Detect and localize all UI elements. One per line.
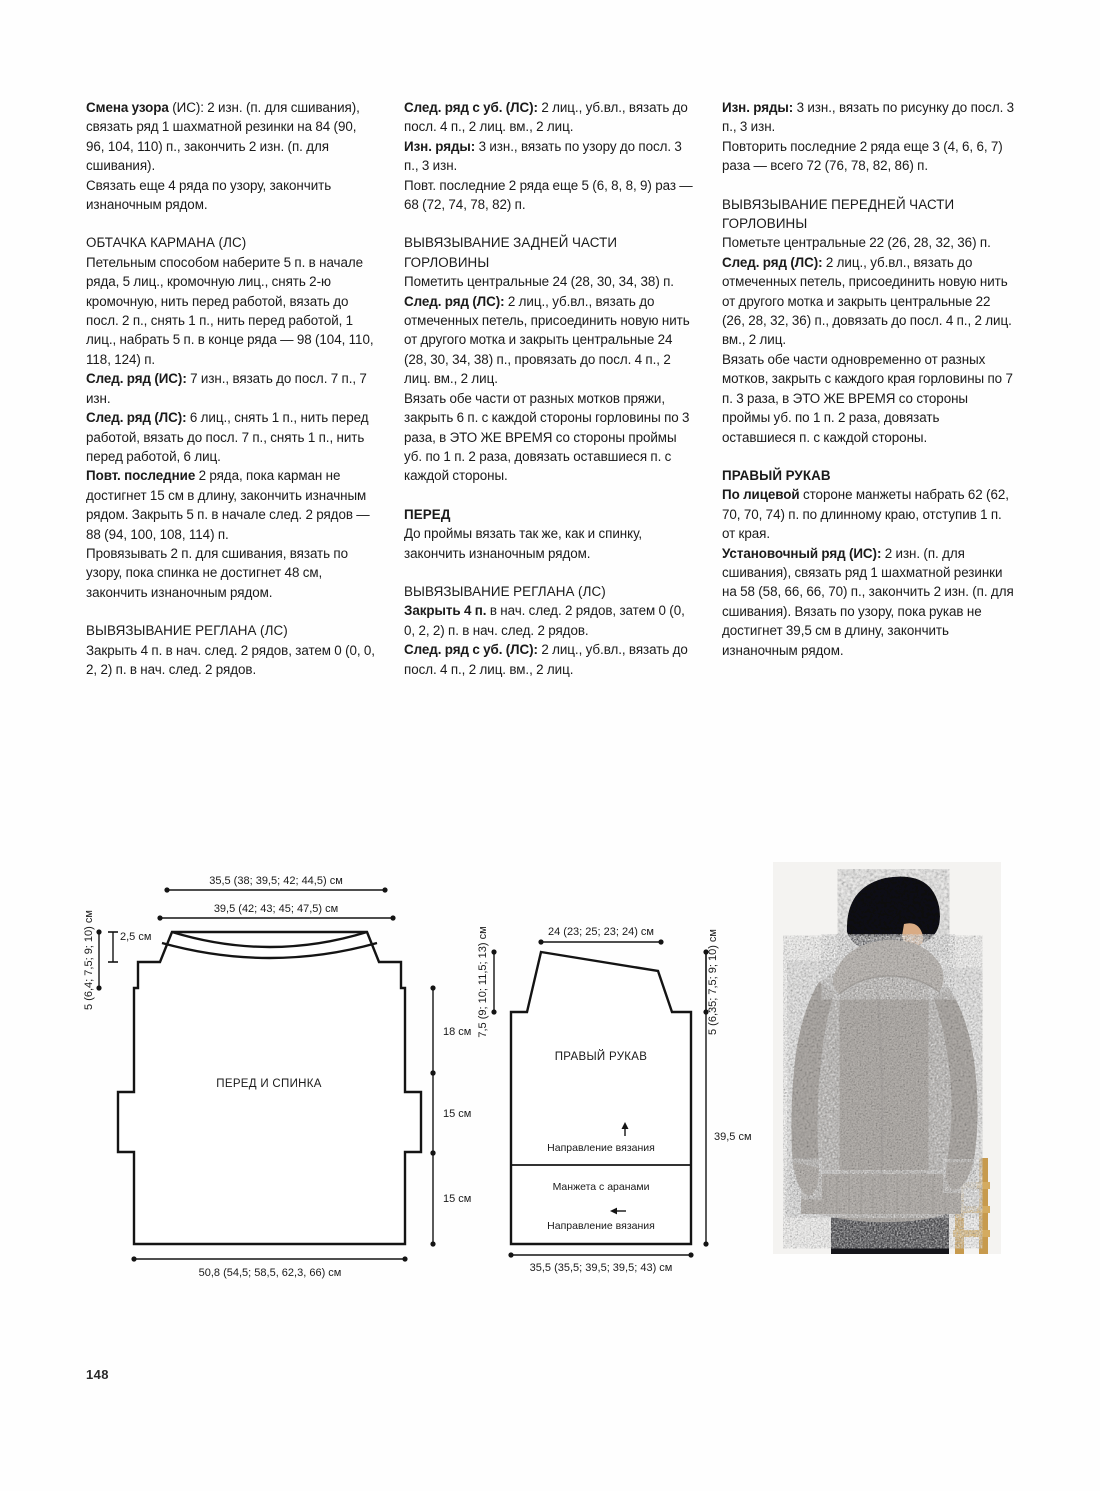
paragraph (404, 524, 696, 563)
paragraph-body: Пометьте центральные 22 (26, 28, 32, 36) п. (722, 235, 991, 251)
body-dim-top-inner (157, 903, 395, 921)
paragraph-body: До проймы вязать так же, как и спинку, закончить изнаночным рядом. (404, 526, 643, 561)
paragraph-body: Повт. последние 2 ряда еще 5 (6, 8, 8, 9) раз — 68 (72, 74, 78, 82) п. (404, 177, 693, 213)
paragraph-body: (ИС): 2 изн. (п. для сшивания), связать ряд 1 шахматной резинки на 84 (90, 96, 104, 110) п., закончить 2 изн. (п. для сшивания). (86, 100, 360, 174)
block-spacer (404, 486, 696, 505)
paragraph (86, 98, 378, 176)
garment-photo (773, 862, 1001, 1254)
paragraph-lead: След. ряд (ЛС): (722, 254, 823, 270)
paragraph (404, 601, 696, 640)
body-dim-right-15-lower (430, 1150, 471, 1246)
section-heading: ОБТАЧКА КАРМАНА (ЛС) (86, 235, 247, 251)
paragraph-body: 6 лиц., снять 1 п., нить перед работой, вязать до посл. 7 п., снять 1 п., нить перед работой, 6 лиц. (86, 410, 369, 464)
paragraph-lead: Изн. ряды: (722, 100, 794, 115)
body-dim-right-15-lower-label: 15 см (443, 1193, 472, 1205)
sleeve-schematic (477, 926, 752, 1274)
sleeve-piece-label: ПРАВЫЙ РУКАВ (554, 1051, 648, 1063)
body-dim-left-small-label: 2,5 см (120, 931, 152, 943)
paragraph-lead: След. ряд (ЛС): (86, 410, 187, 426)
text-column-2 (404, 98, 696, 679)
body-dim-right-18 (430, 985, 471, 1075)
paragraph (86, 641, 378, 680)
body-dim-top-outer (164, 875, 387, 893)
body-dim-left-tall-label: 5 (6,4; 7,5; 9; 10) см (83, 910, 95, 1010)
paragraph-body: 3 изн., вязать по узору до посл. 3 п., 3 изн. (404, 138, 682, 174)
sleeve-cuff-label: Манжета с аранами (552, 1181, 650, 1193)
text-column-1 (86, 98, 378, 679)
paragraph-lead: Установочный ряд (ИС): (722, 545, 882, 561)
paragraph (86, 466, 378, 544)
body-dim-bottom (131, 1256, 407, 1279)
paragraph-lead: След. ряд (ЛС): (404, 293, 505, 309)
paragraph-lead: След. ряд (ИС): (86, 371, 187, 387)
body-piece-label: ПЕРЕД И СПИНКА (216, 1078, 322, 1090)
paragraph (404, 292, 696, 389)
paragraph-lead: Изн. ряды: (404, 138, 476, 154)
block-spacer (86, 214, 378, 233)
block-spacer (722, 447, 1016, 466)
paragraph-lead: Повт. последние (86, 468, 196, 484)
paragraph-lead: След. ряд с уб. (ЛС): (404, 100, 538, 115)
sleeve-dim-bottom-label: 35,5 (35,5; 39,5; 39,5; 43) см (529, 1262, 673, 1274)
paragraph (722, 544, 1016, 660)
section-heading: ВЫВЯЗЫВАНИЕ ПЕРЕДНЕЙ ЧАСТИ ГОРЛОВИНЫ (722, 196, 955, 232)
paragraph (86, 253, 378, 369)
body-dim-right-15-upper (430, 1070, 471, 1155)
sleeve-dim-left-tall-label: 7,5 (9; 10; 11,5; 13) см (477, 926, 489, 1038)
body-dim-left-small (108, 931, 151, 962)
body-dim-left-tall (83, 910, 102, 1010)
paragraph (86, 176, 378, 215)
paragraph-body: 7 изн., вязать до посл. 7 п., 7 изн. (86, 371, 367, 406)
sleeve-dim-bottom (508, 1252, 693, 1274)
section-heading: ВЫВЯЗЫВАНИЕ РЕГЛАНА (ЛС) (404, 583, 606, 599)
sleeve-dim-right-small-label: 5 (6,35; 7,5; 9; 10) см (707, 928, 719, 1036)
body-dim-top-outer-label: 35,5 (38; 39,5; 42; 44,5) см (209, 875, 343, 887)
block-spacer (404, 214, 696, 233)
paragraph (722, 350, 1016, 447)
paragraph-body: 2 ряда, пока карман не достигнет 15 см в длину, закончить изначным рядом. Закрыть 5 п. в начале след. 2 рядов — 88 (94, 100, 108, 114) п. (86, 468, 370, 542)
body-dim-bottom-label: 50,8 (54,5; 58,5, 62,3, 66) см (198, 1267, 342, 1279)
block-spacer (86, 602, 378, 621)
paragraph (404, 137, 696, 176)
sleeve-dim-top-label: 24 (23; 25; 23; 24) см (547, 926, 655, 938)
section-heading: ВЫВЯЗЫВАНИЕ РЕГЛАНА (ЛС) (86, 623, 288, 639)
photo-content (773, 862, 1001, 1258)
body-dim-right-15-upper-label: 15 см (443, 1108, 472, 1120)
section-heading: ПЕРЕД (404, 506, 451, 522)
body-dim-top-inner-label: 39,5 (42; 43; 45; 47,5) см (213, 903, 339, 915)
paragraph-body: Закрыть 4 п. в нач. след. 2 рядов, затем 0 (0, 0, 2, 2) п. в нач. след. 2 рядов. (86, 642, 375, 677)
paragraph-body: Связать еще 4 ряда по узору, закончить изнаночным рядом. (86, 177, 332, 213)
paragraph (722, 253, 1016, 350)
paragraph (404, 272, 696, 291)
sleeve-dim-right-tall-label: 39,5 см (714, 1131, 752, 1143)
paragraph-body: Повторить последние 2 ряда еще 3 (4, 6, 6, 7) раза — всего 72 (76, 78, 82, 86) п. (722, 138, 1003, 174)
section-heading: ВЫВЯЗЫВАНИЕ ЗАДНЕЙ ЧАСТИ ГОРЛОВИНЫ (404, 235, 618, 270)
paragraph (86, 408, 378, 466)
body-dim-right-18-label: 18 см (443, 1026, 472, 1038)
paragraph-lead: Закрыть 4 п. (404, 603, 487, 619)
paragraph (404, 98, 696, 137)
paragraph (86, 544, 378, 602)
text-column-3 (722, 98, 1016, 679)
paragraph (722, 137, 1016, 176)
block-spacer (722, 176, 1016, 195)
sleeve-direction-lower-label: Направление вязания (547, 1220, 655, 1232)
paragraph-body: 3 изн., вязать по рисунку до посл. 3 п., 3 изн. (722, 100, 1015, 135)
paragraph-lead: По лицевой (722, 487, 800, 503)
body-schematic (83, 875, 471, 1279)
paragraph (722, 98, 1016, 137)
paragraph (86, 369, 378, 408)
text-columns (86, 98, 1016, 679)
paragraph-body: 2 лиц., уб.вл., вязать до отмеченных петель, присоединить новую нить от другого мотка и закрыть центральные 24 (28, 30, 34, 38) п., провязать до посл. 4 п., 2 лиц. вм., 2 лиц. (404, 293, 690, 387)
paragraph-body: в нач. след. 2 рядов, затем 0 (0, 0, 2, 2) п. в нач. след. 2 рядов. (404, 603, 685, 638)
paragraph-body: Провязывать 2 п. для сшивания, вязать по узору, пока спинка не достигнет 48 см, закончить изнаночным рядом. (86, 545, 349, 600)
paragraph-lead: След. ряд с уб. (ЛС): (404, 642, 538, 658)
paragraph (722, 233, 1016, 252)
paragraph (722, 485, 1016, 543)
paragraph (404, 640, 696, 679)
paragraph-body: Петельным способом наберите 5 п. в начале ряда, 5 лиц., кромочную лиц., снять 2-ю кромочную, нить перед работой, вязать до посл. 2 п., снять 1 п., нить перед работой, 1 лиц., набрать 5 п. в конце ряда — 98 (104, 110, 118, 124) п. (86, 254, 374, 367)
sleeve-dim-left-tall (477, 926, 497, 1037)
section-heading: ПРАВЫЙ РУКАВ (722, 467, 831, 483)
paragraph-body: Пометить центральные 24 (28, 30, 34, 38) п. (404, 274, 674, 290)
page-number: 148 (86, 1367, 109, 1382)
paragraph-lead: Смена узора (86, 100, 169, 115)
paragraph (404, 389, 696, 486)
paragraph-body: Вязать обе части от разных мотков пряжи, закрыть 6 п. с каждой стороны горловины по 3 раза, в ЭТО ЖЕ ВРЕМЯ со стороны проймы уб. по 1 п. 2 раза, довязать оставшиеся п. с каждой стороны. (404, 390, 690, 484)
sleeve-dim-top (538, 926, 663, 945)
sleeve-direction-upper-label: Направление вязания (547, 1142, 655, 1154)
paragraph-body: 2 лиц., уб.вл., вязать до посл. 4 п., 2 лиц. вм., 2 лиц. (404, 642, 688, 677)
paragraph (404, 176, 696, 215)
paragraph-body: 2 изн. (п. для сшивания), связать ряд 1 шахматной резинки на 58 (58, 66, 66, 70) п., закончить 2 изн. (п. для сшивания). Вязать по узору, пока рукав не достигнет 39,5 см в длину, закончить изнаночным рядом. (722, 545, 1014, 658)
block-spacer (404, 563, 696, 582)
paragraph-body: 2 лиц., уб.вл., вязать до посл. 4 п., 2 лиц. вм., 2 лиц. (404, 100, 688, 135)
paragraph-body: 2 лиц., уб.вл., вязать до отмеченных петель, присоединить новую нить от другого мотка и закрыть центральные 22 (26, 28, 32, 36) п., довязать до посл. 4 п., 2 лиц. вм., 2 лиц. (722, 254, 1012, 348)
paragraph-body: стороне манжеты набрать 62 (62, 70, 70, 74) п. по длинному краю, отступив 1 п. от края. (722, 487, 1009, 542)
paragraph-body: Вязать обе части одновременно от разных мотков, закрыть с каждого края горловины по 7 п. 3 раза, в ЭТО ЖЕ ВРЕМЯ со стороны проймы уб. по 1 п. 2 раза, довязать оставшиеся п. с каждой стороны. (722, 351, 1013, 445)
sleeve-outline-path (511, 952, 691, 1244)
